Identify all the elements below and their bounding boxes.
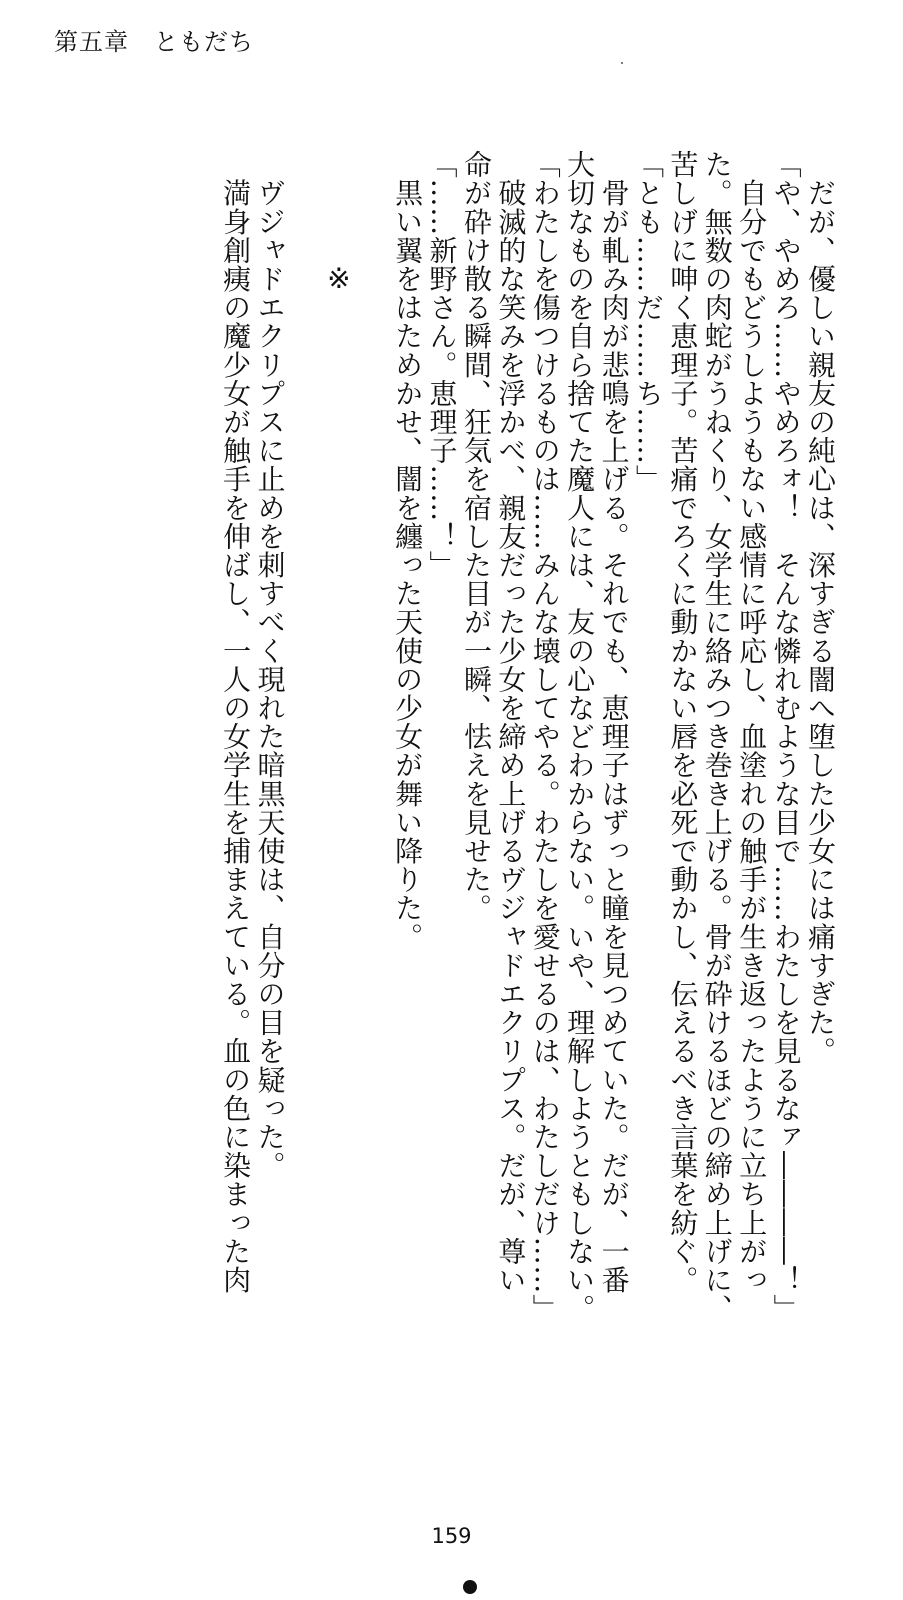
- body-line: 「や、やめろ……やめろォ！ そんな憐れむような目で……わたしを見るなァ――――！」: [769, 150, 803, 1323]
- body-line: ヴジャドエクリプスに止めを刺すべく現れた暗黒天使は、自分の目を疑った。: [253, 150, 287, 1180]
- running-head-chapter-title: 第五章 ともだち: [54, 28, 254, 56]
- section-break-marker: ※: [322, 262, 356, 296]
- page-marker-dot: [463, 1580, 477, 1594]
- blank-line: [287, 150, 321, 1320]
- body-line: 苦しげに呻く恵理子。苦痛でろくに動かない唇を必死で動かし、伝えるべき言葉を紡ぐ。: [666, 150, 700, 1294]
- vertical-body-text: [218, 150, 837, 1323]
- body-line: た。無数の肉蛇がうねくり、女学生に絡みつき巻き上げる。骨が砕けるほどの締め上げに、: [700, 150, 734, 1323]
- header-dot: [621, 62, 623, 64]
- body-line: 「とも……だ……ち……」: [631, 150, 665, 494]
- page-number: 159: [431, 1524, 472, 1548]
- body-line: 骨が軋み肉が悲鳴を上げる。それでも、恵理子はずっと瞳を見つめていた。だが、一番: [597, 150, 631, 1294]
- body-line: 命が砕け散る瞬間、狂気を宿した目が一瞬、怯えを見せた。: [459, 150, 493, 923]
- body-line: 大切なものを自ら捨てた魔人には、友の心などわからない。いや、理解しようともしない。: [563, 150, 597, 1323]
- body-line: 満身創痍の魔少女が触手を伸ばし、一人の女学生を捕まえている。血の色に染まった肉: [219, 150, 253, 1294]
- body-line: 「……新野さん。恵理子……！」: [425, 150, 459, 579]
- blank-line: [355, 150, 389, 1320]
- body-line: 自分でもどうしようもない感情に呼応し、血塗れの触手が生き返ったように立ち上がっ: [735, 150, 769, 1294]
- body-line: 「わたしを傷つけるものは……みんな壊してやる。わたしを愛せるのは、わたしだけ……」: [528, 150, 562, 1323]
- body-line: 黒い翼をはためかせ、闇を纏った天使の少女が舞い降りた。: [391, 150, 425, 951]
- body-line: 破滅的な笑みを浮かべ、親友だった少女を締め上げるヴジャドエクリプス。だが、尊い: [494, 150, 528, 1294]
- body-line: だが、優しい親友の純心は、深すぎる闇へ堕した少女には痛すぎた。: [804, 150, 837, 1066]
